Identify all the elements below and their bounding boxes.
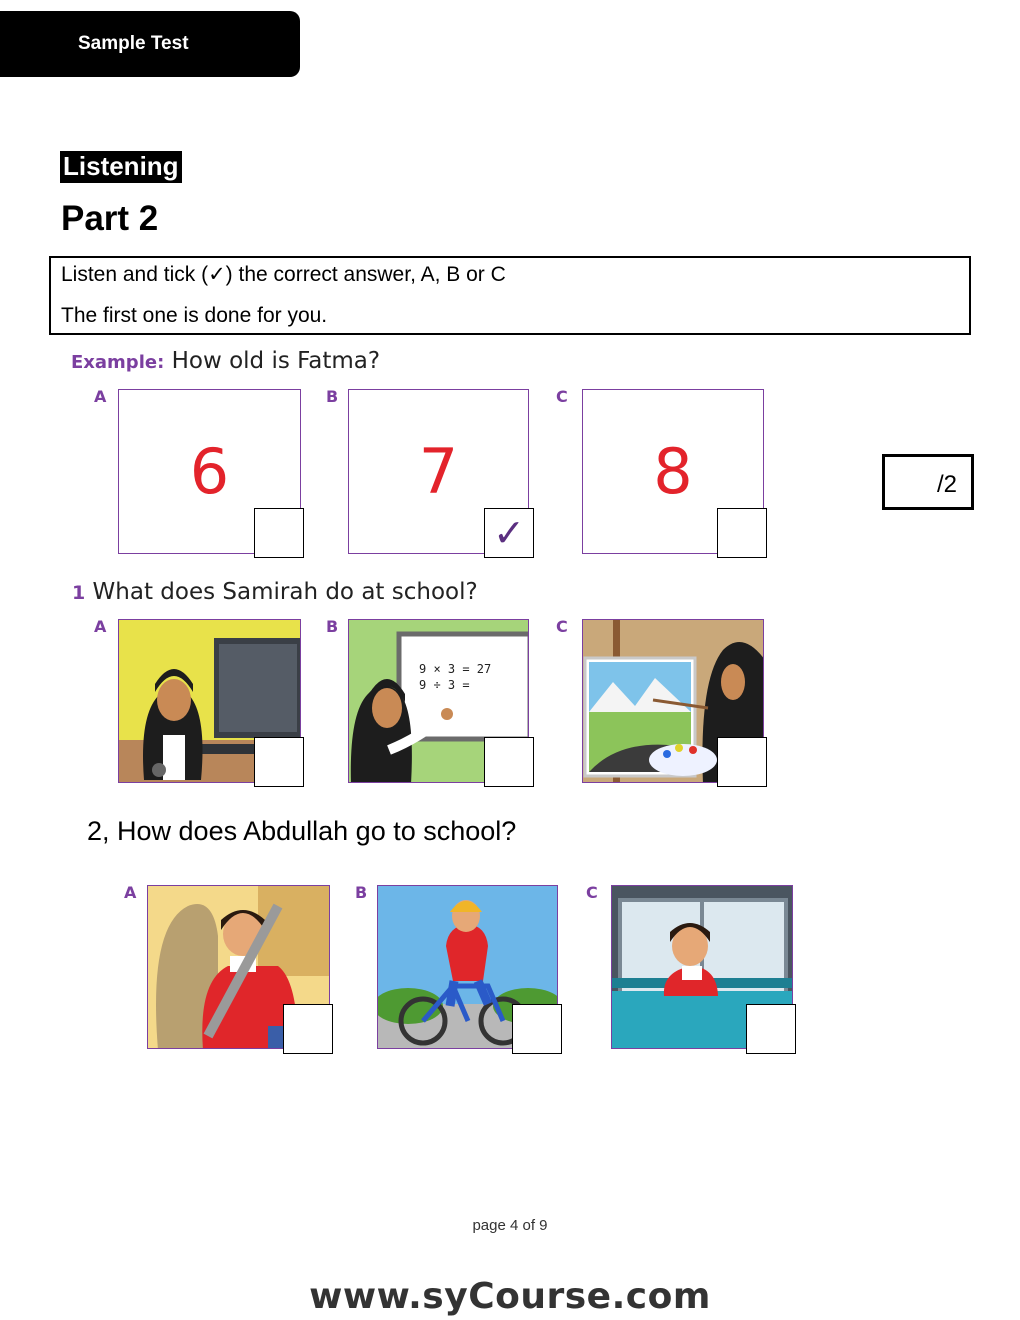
- section-title: Listening: [60, 151, 182, 183]
- example-number-7: 7: [418, 435, 459, 508]
- example-option-a-letter: A: [94, 387, 107, 406]
- example-question: [71, 348, 380, 374]
- q2-tickbox-c[interactable]: [746, 1004, 796, 1054]
- example-tickbox-c[interactable]: [717, 508, 767, 558]
- example-tickbox-a[interactable]: [254, 508, 304, 558]
- q1-option-b-letter: B: [326, 617, 339, 636]
- board-line-1: 9 × 3 = 27: [419, 662, 492, 676]
- q1-tickbox-c[interactable]: [717, 737, 767, 787]
- example-option-c-letter: C: [556, 387, 568, 406]
- sample-test-tag: [0, 11, 300, 77]
- q2-tickbox-b[interactable]: [512, 1004, 562, 1054]
- question-1: [72, 579, 478, 605]
- example-tickbox-b[interactable]: [484, 508, 534, 558]
- q2-option-b-letter: B: [355, 883, 368, 902]
- board-line-2: 9 ÷ 3 =: [419, 678, 470, 692]
- q2-tickbox-a[interactable]: [283, 1004, 333, 1054]
- question-1-number: 1: [72, 582, 86, 604]
- example-question-text: How old is Fatma?: [171, 348, 381, 374]
- example-option-b-letter: B: [326, 387, 339, 406]
- example-label: Example:: [71, 352, 165, 373]
- q2-option-a-letter: A: [124, 883, 137, 902]
- instruction-line-2: The first one is done for you.: [61, 304, 328, 327]
- instructions-box: [49, 256, 971, 335]
- question-1-text: What does Samirah do at school?: [92, 579, 478, 605]
- example-number-8: 8: [653, 435, 693, 508]
- score-label: /2: [936, 471, 957, 498]
- sample-test-label: Sample Test: [78, 33, 189, 54]
- page-number: page 4 of 9: [472, 1217, 548, 1234]
- score-box: [882, 454, 974, 510]
- check-icon: ✓: [493, 512, 525, 555]
- instruction-line-1: Listen and tick (✓) the correct answer, A, B or C: [61, 263, 506, 286]
- q1-option-c-letter: C: [556, 617, 568, 636]
- question-2-text: 2, How does Abdullah go to school?: [87, 816, 517, 846]
- q1-tickbox-b[interactable]: [484, 737, 534, 787]
- q1-option-a-letter: A: [94, 617, 107, 636]
- q1-tickbox-a[interactable]: [254, 737, 304, 787]
- site-watermark: www.syCourse.com: [309, 1276, 711, 1317]
- part-title: Part 2: [61, 199, 159, 238]
- q2-option-c-letter: C: [586, 883, 598, 902]
- example-number-6: 6: [189, 435, 230, 508]
